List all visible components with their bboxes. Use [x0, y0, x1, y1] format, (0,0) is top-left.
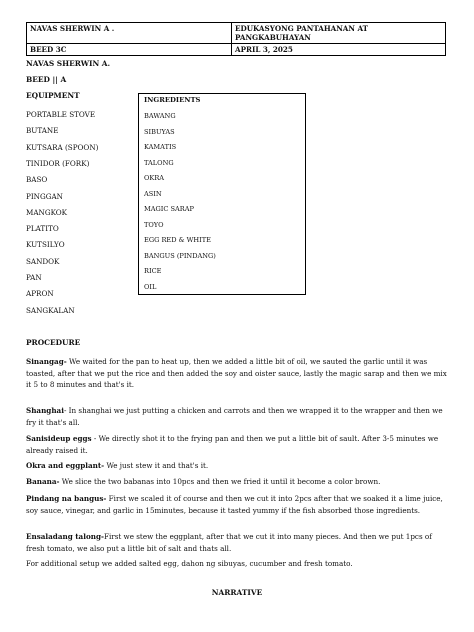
equipment-item: PLATITO	[26, 224, 59, 234]
procedure-step	[26, 356, 450, 391]
step-text: We just stew it and that's it.	[104, 461, 209, 470]
procedure-additional: For additional setup we added salted egg, dahon ng sibuyas, cucumber and fresh tomato.	[26, 559, 353, 568]
step-name: Okra and eggplant-	[26, 461, 105, 470]
ingredient-item: OIL	[144, 282, 157, 291]
ingredient-item: BANGUS (PINDANG)	[144, 251, 216, 260]
equipment-item: PORTABLE STOVE	[26, 110, 96, 119]
header-subject: EDUKASYONG PANTAHANAN AT PANGKABUHAYAN	[232, 23, 446, 44]
equipment-item: MANGKOK	[26, 207, 68, 217]
equipment-item: SANGKALAN	[26, 305, 75, 315]
step-text: - We directly shot it to the frying pan and then we put a little bit of sault. After 3-5 minutes we already raised it.	[26, 434, 439, 455]
header-section: BEED 3C	[27, 44, 232, 56]
header-table	[26, 22, 446, 56]
equipment-title: EQUIPMENT	[26, 91, 80, 100]
step-name: Banana-	[26, 477, 60, 486]
section-line: BEED || A	[26, 75, 67, 84]
equipment-item: KUTSARA (SPOON)	[26, 142, 99, 152]
ingredient-item: SIBUYAS	[144, 127, 175, 136]
header-date: APRIL 3, 2025	[232, 44, 446, 56]
step-name: Pindang na bangus-	[26, 494, 107, 503]
equipment-item: BUTANE	[26, 126, 59, 136]
ingredients-box	[138, 93, 306, 295]
step-name: Sanisideup eggs	[26, 434, 92, 443]
ingredient-item: MAGIC SARAP	[144, 205, 194, 213]
equipment-item: PAN	[26, 273, 42, 282]
step-text: - In shanghai we just putting a chicken and carrots and then we wrapped it to the wrapper and then we fry it that's all.	[26, 406, 443, 427]
ingredient-item: OKRA	[144, 174, 165, 182]
procedure-step	[26, 433, 450, 456]
equipment-item: BASO	[26, 175, 48, 185]
step-name: Ensaladang talong-	[26, 532, 104, 541]
narrative-title: NARRATIVE	[211, 588, 263, 597]
ingredient-item: EGG RED & WHITE	[144, 236, 211, 244]
ingredient-item: TALONG	[144, 158, 174, 167]
equipment-item: TINIDOR (FORK)	[26, 158, 90, 168]
student-name: NAVAS SHERWIN A.	[26, 59, 111, 68]
procedure-step	[26, 531, 450, 554]
step-text: First we stew the eggplant, after that we cut it into many pieces. And then we put 1pcs of fresh tomato, we also put a little bit of salt and thats all.	[26, 532, 432, 553]
step-text: We slice the two babanas into 10pcs and then we fried it until it become a color brown.	[59, 477, 381, 486]
ingredient-item: BAWANG	[144, 112, 176, 120]
ingredient-item: TOYO	[144, 220, 164, 229]
ingredient-item: KAMATIS	[144, 143, 177, 151]
procedure-title: PROCEDURE	[26, 338, 81, 347]
header-name: NAVAS SHERWIN A .	[27, 23, 232, 44]
step-name: Sinangag-	[26, 357, 67, 366]
procedure-step	[26, 405, 450, 428]
procedure-step	[26, 476, 450, 488]
equipment-item: PINGGAN	[26, 191, 63, 201]
ingredients-title: INGREDIENTS	[144, 96, 201, 104]
step-name: Shanghai	[26, 406, 64, 415]
ingredient-item: ASIN	[144, 189, 162, 198]
step-text: First we scaled it of course and then we cut it into 2pcs after that we soaked it a lime juice, soy sauce, vinegar, and garlic in 15minutes, because it tasted yummy if the fish absorbed those ingredients.	[26, 494, 443, 515]
step-text: We waited for the pan to heat up, then we added a little bit of oil, we sauted the garlic until it was toasted, after that we put the rice and then added the soy and oister sauce, lastly the magic sarap and then we mix it 5 to 8 minutes and that's it.	[26, 357, 447, 389]
ingredient-item: RICE	[144, 267, 162, 275]
equipment-item: KUTSILYO	[26, 240, 65, 250]
procedure-step	[26, 493, 450, 516]
procedure-step	[26, 460, 450, 472]
equipment-item: APRON	[26, 289, 54, 299]
equipment-item: SANDOK	[26, 256, 60, 266]
